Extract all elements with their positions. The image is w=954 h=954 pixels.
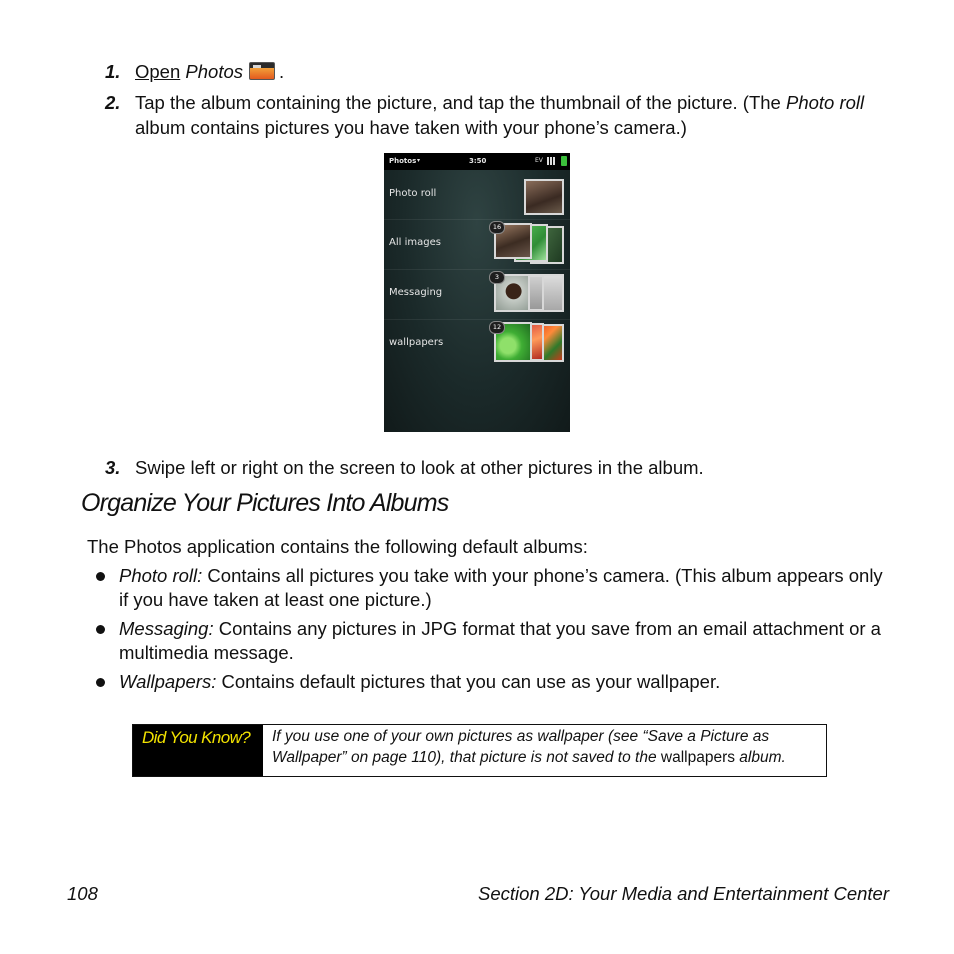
album-label: All images — [389, 237, 441, 248]
photo-roll-term: Photo roll — [786, 92, 865, 113]
page-number: 108 — [67, 883, 98, 904]
photos-app-icon — [249, 62, 275, 80]
album-label: Messaging — [389, 287, 443, 298]
tip-text — [272, 727, 824, 768]
bullet-term: Photo roll: — [119, 565, 203, 586]
bullet-text: Contains any pictures in JPG format that you save from an email attachment or a multimedia message. — [119, 618, 881, 663]
bullet-text: Contains default pictures that you can use as your wallpaper. — [216, 671, 721, 692]
section-title: Organize Your Pictures Into Albums — [81, 489, 449, 517]
wallpapers-term: wallpapers — [660, 748, 735, 766]
photos-app-name: Photos — [185, 61, 244, 82]
album-label: wallpapers — [389, 337, 444, 348]
step-number: 2. — [105, 92, 121, 113]
tip-text-part: album. — [735, 748, 786, 766]
bullet-icon — [96, 678, 105, 687]
album-photo-roll[interactable] — [384, 170, 570, 220]
section-intro: The Photos application contains the following default albums: — [87, 536, 588, 557]
album-count-badge: 3 — [489, 271, 505, 284]
tip-text-part: If you use one of your own pictures as wallpaper (see “Save a Picture as Wallpaper” on page 110), that picture is not saved to the — [272, 728, 770, 766]
album-wallpapers[interactable] — [384, 320, 570, 369]
tip-heading-cell — [133, 725, 263, 776]
status-bar — [384, 153, 570, 170]
tip-heading: Did You Know? — [142, 728, 251, 747]
bullet-wallpapers — [119, 670, 894, 694]
album-count-badge: 12 — [489, 321, 505, 334]
album-thumbnail — [524, 179, 564, 215]
did-you-know-box — [132, 724, 827, 777]
status-app-name: Photos — [389, 157, 417, 165]
album-messaging[interactable] — [384, 270, 570, 320]
footer-section-title: Section 2D: Your Media and Entertainment Center — [477, 883, 889, 904]
bullet-term: Wallpapers: — [119, 671, 217, 692]
battery-icon — [561, 156, 567, 166]
status-time: 3:50 — [469, 157, 487, 165]
network-label: EV — [535, 157, 543, 164]
album-count-badge: 16 — [489, 221, 505, 234]
bullet-messaging — [119, 617, 894, 665]
album-label: Photo roll — [389, 188, 437, 199]
signal-icon — [547, 157, 557, 165]
bullet-icon — [96, 572, 105, 581]
bullet-text: Contains all pictures you take with your phone’s camera. (This album appears only if you have taken at least one picture.) — [119, 565, 883, 610]
bullet-icon — [96, 625, 105, 634]
chevron-down-icon[interactable]: ▾ — [417, 157, 421, 164]
phone-screenshot — [384, 153, 570, 432]
step-text: album contains pictures you have taken with your phone’s camera.) — [135, 117, 687, 138]
step-number: 1. — [105, 61, 121, 82]
album-all-images[interactable] — [384, 220, 570, 270]
step-text: Swipe left or right on the screen to look at other pictures in the album. — [135, 457, 704, 478]
open-link[interactable]: Open — [135, 61, 181, 82]
step-number: 3. — [105, 457, 121, 478]
bullet-photo-roll — [119, 564, 894, 612]
step-end: . — [279, 61, 285, 82]
bullet-term: Messaging: — [119, 618, 214, 639]
step-text: Tap the album containing the picture, and tap the thumbnail of the picture. (The — [135, 92, 786, 113]
